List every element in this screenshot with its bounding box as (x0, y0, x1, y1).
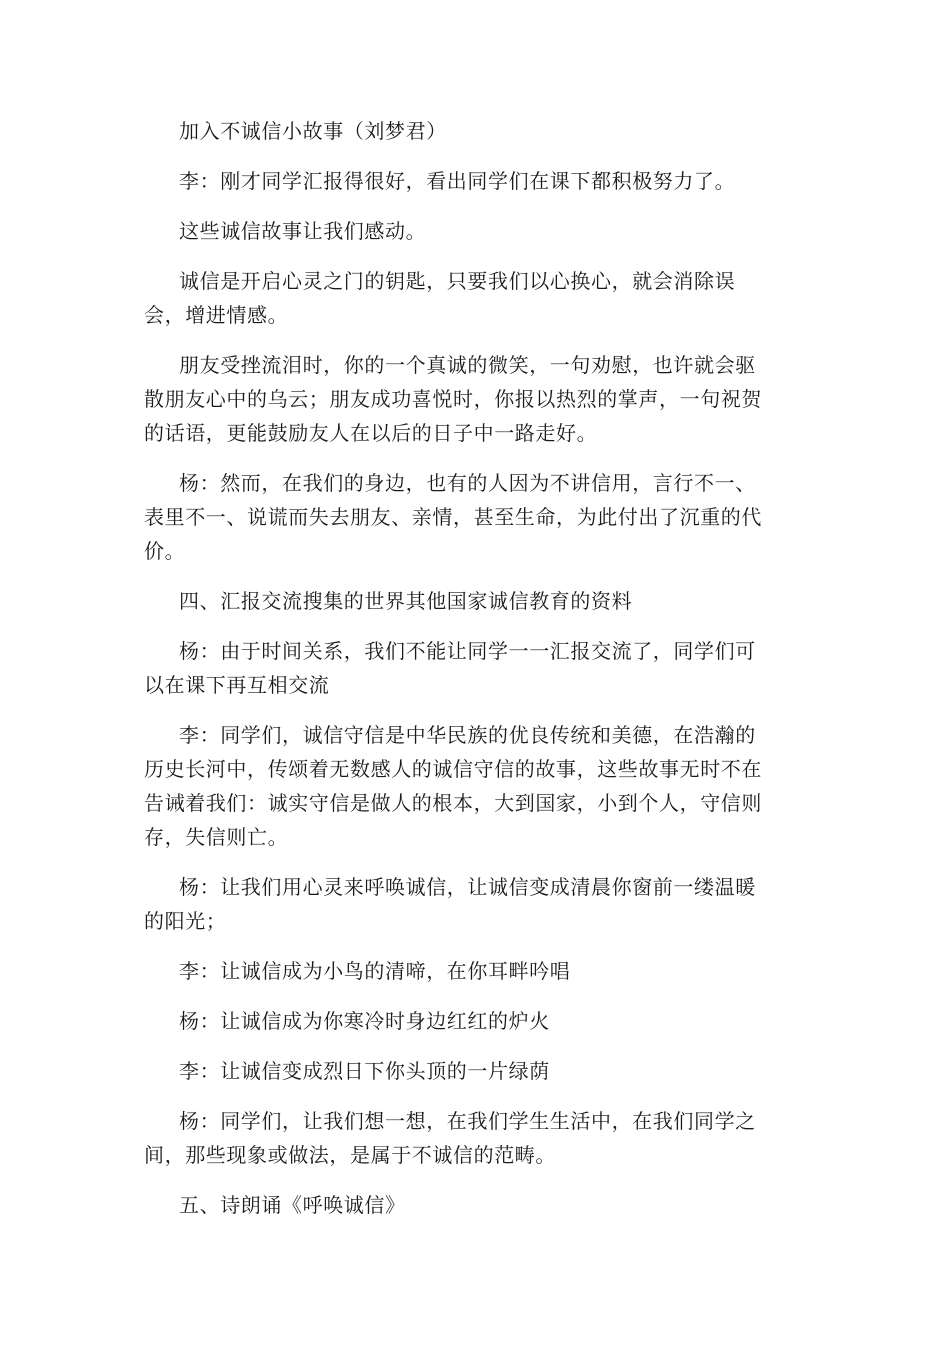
paragraph-friend-setback: 朋友受挫流泪时，你的一个真诚的微笑，一句劝慰，也许就会驱散朋友心中的乌云；朋友成功喜悦时，你报以热烈的掌声，一句祝贺的话语，更能鼓励友人在以后的日子中一路走好。 (144, 353, 762, 445)
paragraph-li-shade: 李：让诚信变成烈日下你头顶的一片绿荫 (179, 1059, 550, 1083)
paragraph-story-intro: 加入不诚信小故事（刘梦君） (179, 119, 447, 143)
paragraph-touched: 这些诚信故事让我们感动。 (179, 219, 427, 243)
paragraph-li-report: 李：刚才同学汇报得很好，看出同学们在课下都积极努力了。 (179, 169, 736, 193)
paragraph-yang-time: 杨：由于时间关系，我们不能让同学一一汇报交流了，同学们可以在课下再互相交流 (144, 639, 756, 697)
paragraph-yang-fire: 杨：让诚信成为你寒冷时身边红红的炉火 (179, 1009, 550, 1033)
paragraph-li-bird: 李：让诚信成为小鸟的清啼，在你耳畔吟唱 (179, 959, 571, 983)
paragraph-yang-think: 杨：同学们，让我们想一想，在我们学生生活中，在我们同学之间，那些现象或做法，是属于不诚信的范畴。 (144, 1109, 756, 1167)
paragraph-yang-however: 杨：然而，在我们的身边，也有的人因为不讲信用，言行不一、表里不一、说谎而失去朋友、亲情，甚至生命，为此付出了沉重的代价。 (144, 471, 762, 563)
document-body (144, 114, 774, 1238)
paragraph-key-of-heart: 诚信是开启心灵之门的钥匙，只要我们以心换心，就会消除误会，增进情感。 (144, 269, 736, 327)
paragraph-li-tradition: 李：同学们，诚信守信是中华民族的优良传统和美德，在浩瀚的历史长河中，传颂着无数感人的诚信守信的故事，这些故事无时不在告诫着我们：诚实守信是做人的根本，大到国家，小到个人，守信则存，失信则亡。 (144, 723, 762, 849)
paragraph-yang-sunlight: 杨：让我们用心灵来呼唤诚信，让诚信变成清晨你窗前一缕温暖的阳光； (144, 875, 756, 933)
section-heading-four: 四、汇报交流搜集的世界其他国家诚信教育的资料 (179, 589, 633, 613)
section-heading-five: 五、诗朗诵《呼唤诚信》 (179, 1193, 406, 1217)
